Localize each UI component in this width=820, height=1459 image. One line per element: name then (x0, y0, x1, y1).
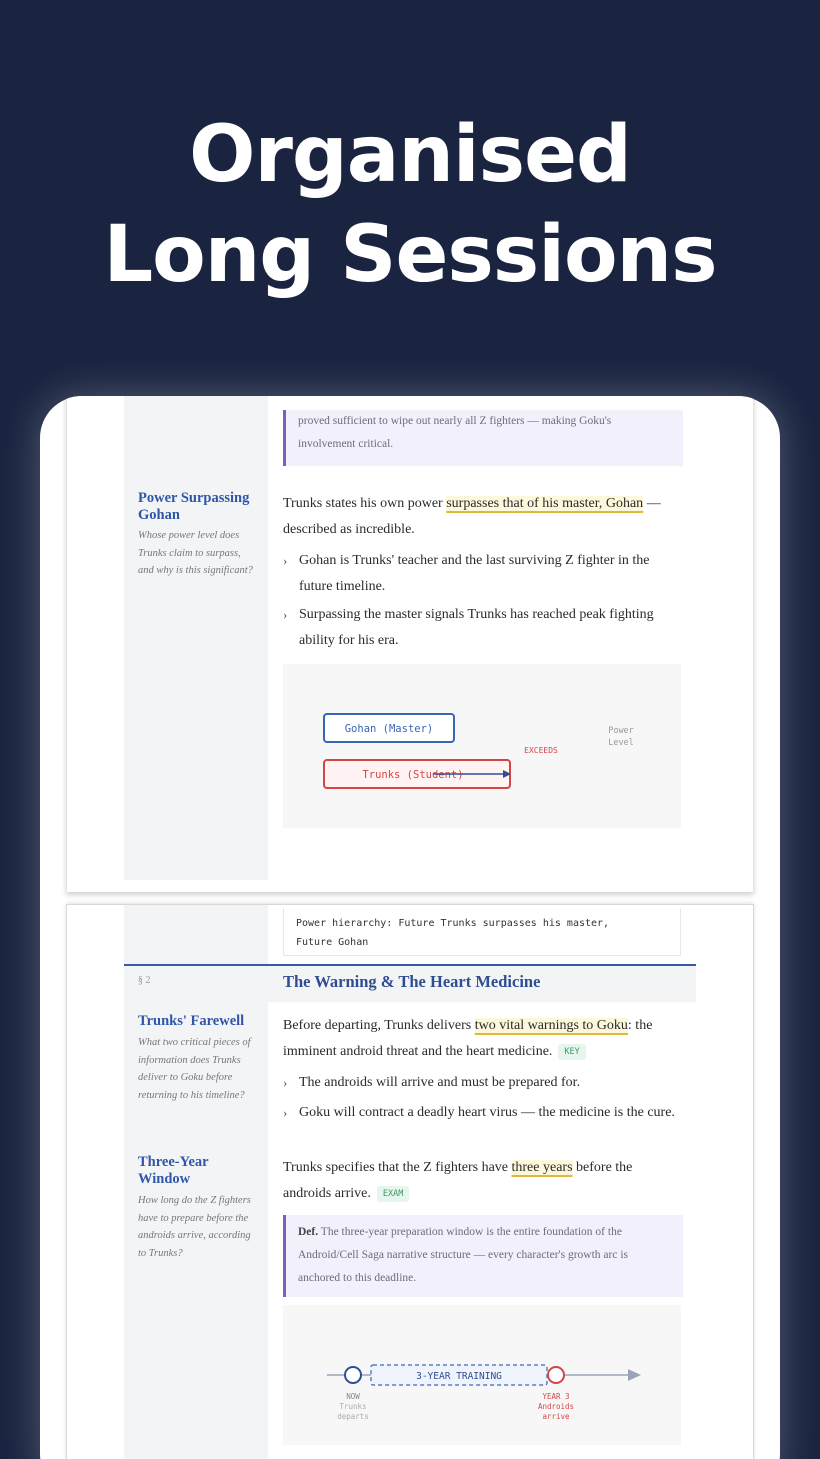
key-tag: KEY (558, 1044, 585, 1060)
callout-line-1: proved sufficient to wipe out nearly all Z fighters — making Goku's (298, 415, 612, 427)
timeline-arrowhead (628, 1369, 641, 1381)
axis-label-1: Power (608, 726, 634, 736)
axis-label-2: Level (608, 738, 634, 748)
end-label: YEAR 3 (542, 1392, 570, 1401)
span-label: 3-YEAR TRAINING (416, 1371, 502, 1382)
callout-box (283, 410, 683, 466)
headline (0, 105, 820, 305)
definition-box (283, 1215, 683, 1297)
text-segment: Before departing, Trunks delivers (283, 1018, 475, 1033)
headline-line-2: Long Sessions (103, 210, 717, 300)
item-text (283, 491, 683, 543)
relation-label: EXCEEDS (524, 746, 558, 755)
page-card-1[interactable] (66, 396, 754, 892)
bullet-item: › The androids will arrive and must be prepared for. (283, 1070, 683, 1096)
def-label: Def. (298, 1226, 319, 1238)
item-title[interactable]: Trunks' Farewell (138, 1013, 245, 1029)
item-text (283, 1013, 683, 1065)
exam-tag: EXAM (377, 1186, 409, 1202)
end-sub-2: arrive (542, 1412, 570, 1421)
caption-line-2: Future Gohan (296, 937, 369, 948)
bullet-item: › Surpassing the master signals Trunks has reached peak fighting ability for his era. (283, 602, 683, 654)
text-segment: before the androids arrive. (283, 1160, 633, 1201)
def-text: The three-year preparation window is the entire foundation of the Android/Cell Saga narrative structure — every character's growth arc is anchored to this deadline. (298, 1226, 629, 1284)
item-question: What two critical pieces of information does Trunks deliver to Goku before returning to his timeline? (138, 1037, 251, 1101)
power-diagram-svg (283, 664, 681, 884)
highlighted-phrase[interactable]: surpasses that of his master, Gohan (446, 496, 644, 511)
text-segment: Trunks states his own power (283, 496, 447, 511)
end-sub-1: Androids (537, 1402, 575, 1411)
start-sub-2: departs (337, 1412, 369, 1421)
start-sub-1: Trunks (339, 1402, 367, 1411)
bullet-item: › Gohan is Trunks' teacher and the last surviving Z fighter in the future timeline. (283, 548, 683, 600)
text-segment: — described as incredible. (283, 496, 661, 537)
start-label: NOW (346, 1392, 360, 1401)
section-number: § 2 (138, 975, 151, 986)
headline-line-1: Organised (189, 110, 631, 200)
diagram-caption (283, 908, 681, 956)
text-segment: : the imminent android threat and the heart medicine. (283, 1018, 653, 1059)
bullet-item: › Goku will contract a deadly heart virus — the medicine is the cure. (283, 1100, 683, 1126)
item-text (283, 1155, 683, 1207)
text-segment: Trunks specifies that the Z fighters have (283, 1160, 512, 1175)
timeline-diagram (283, 1305, 681, 1459)
diagram-caption-area (283, 828, 681, 884)
item-question: How long do the Z fighters have to prepare before the androids arrive, according to Trunks? (138, 1195, 251, 1259)
highlighted-phrase[interactable]: three years (511, 1160, 573, 1175)
callout-line-2: involvement critical. (298, 438, 394, 450)
tablet-frame (40, 396, 780, 1459)
item-title[interactable]: Three-Year Window (138, 1154, 209, 1187)
sidebar-column (124, 396, 268, 880)
item-question: Whose power level does Trunks claim to surpass, and why is this significant? (138, 530, 253, 576)
power-diagram (283, 664, 681, 884)
highlighted-phrase[interactable]: two vital warnings to Goku (474, 1018, 628, 1033)
trunks-label: Trunks (Student) (362, 769, 464, 781)
start-node (345, 1367, 361, 1383)
section-title[interactable]: The Warning & The Heart Medicine (283, 972, 541, 991)
item-title[interactable]: Power Surpassing Gohan (138, 490, 250, 523)
gohan-label: Gohan (Master) (344, 723, 434, 735)
timeline-svg (283, 1305, 681, 1459)
caption-line-1: Power hierarchy: Future Trunks surpasses his master, (296, 918, 610, 929)
end-node (548, 1367, 564, 1383)
timeline-caption-area (283, 1445, 681, 1459)
page-card-2[interactable] (66, 904, 754, 1459)
